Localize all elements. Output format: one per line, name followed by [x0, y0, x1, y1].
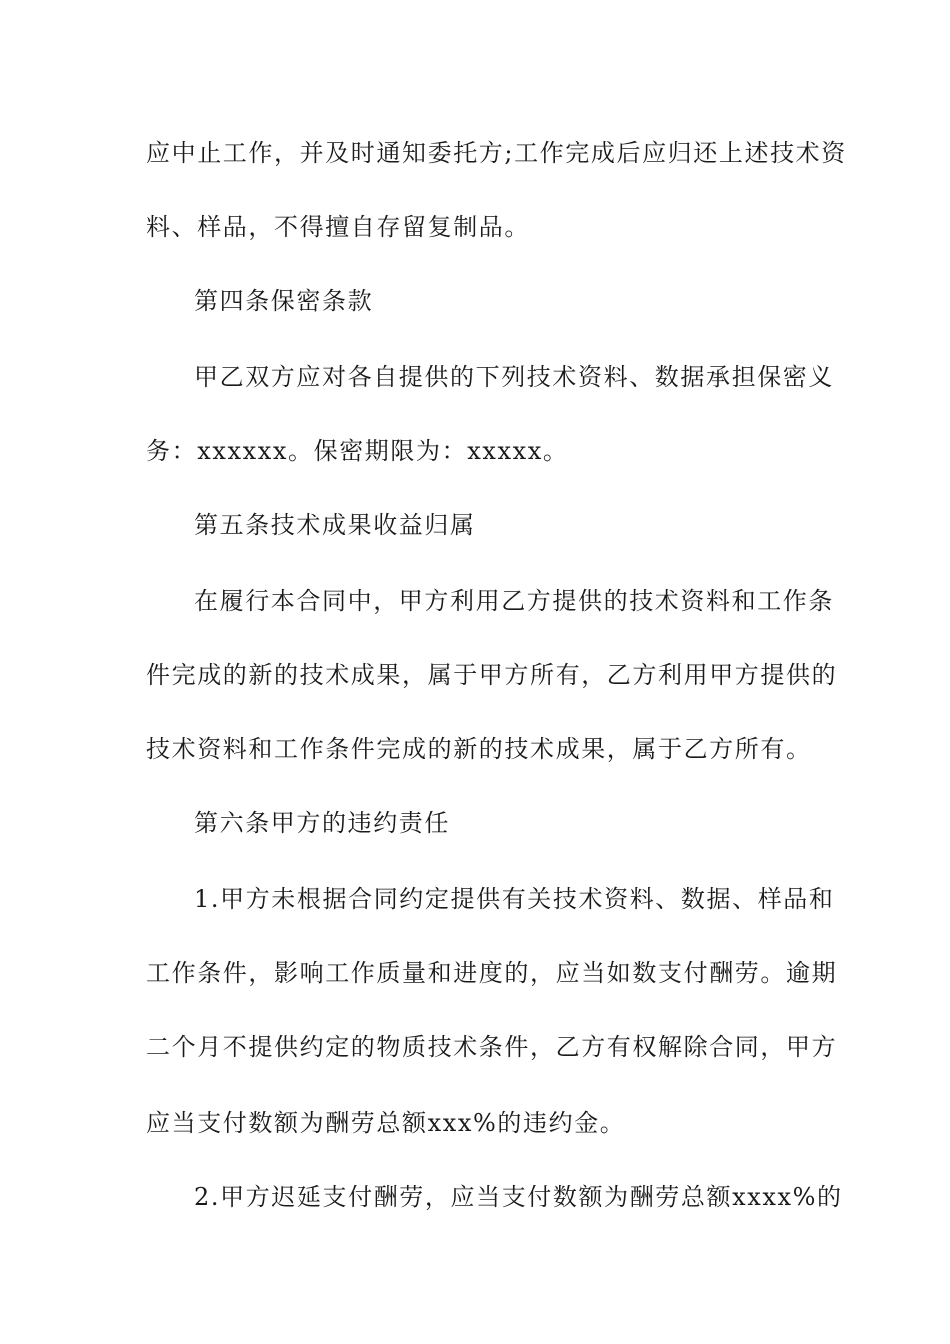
paragraph-line: 料、样品，不得擅自存留复制品。 — [146, 213, 530, 241]
paragraph-line: 应当支付数额为酬劳总额xxx%的违约金。 — [146, 1109, 626, 1137]
paragraph-line: 应中止工作，并及时通知委托方;工作完成后应归还上述技术资 — [146, 139, 847, 167]
paragraph-line: 2.甲方迟延支付酬劳，应当支付数额为酬劳总额xxxx%的 — [194, 1183, 843, 1211]
paragraph-line: 务：xxxxxx。保密期限为：xxxxx。 — [146, 437, 569, 465]
paragraph-line: 在履行本合同中，甲方利用乙方提供的技术资料和工作条 — [194, 587, 834, 615]
paragraph-line: 甲乙双方应对各自提供的下列技术资料、数据承担保密义 — [194, 363, 834, 391]
section-heading: 第四条保密条款 — [194, 287, 374, 315]
paragraph-line: 二个月不提供约定的物质技术条件，乙方有权解除合同，甲方 — [146, 1033, 838, 1061]
paragraph-line: 件完成的新的技术成果，属于甲方所有，乙方利用甲方提供的 — [146, 661, 838, 689]
paragraph-line: 技术资料和工作条件完成的新的技术成果，属于乙方所有。 — [146, 735, 812, 763]
paragraph-line: 1.甲方未根据合同约定提供有关技术资料、数据、样品和 — [194, 885, 835, 913]
section-heading: 第六条甲方的违约责任 — [194, 809, 450, 837]
section-heading: 第五条技术成果收益归属 — [194, 511, 476, 539]
paragraph-line: 工作条件，影响工作质量和进度的，应当如数支付酬劳。逾期 — [146, 959, 838, 987]
